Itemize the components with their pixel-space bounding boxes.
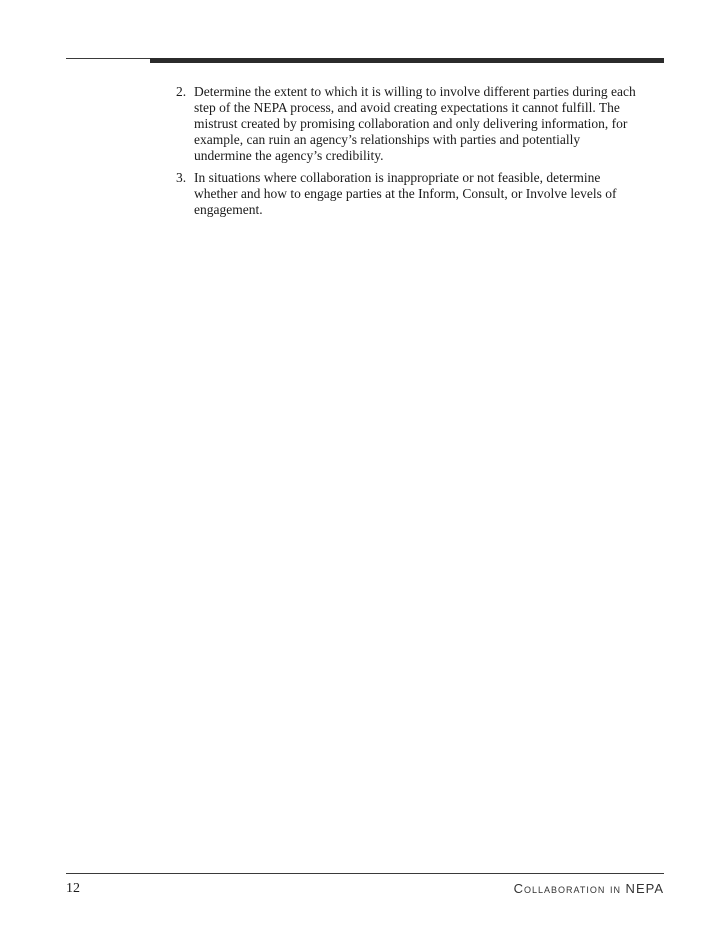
- list-item-number: 2.: [176, 84, 187, 99]
- footer-title: Collaboration in NEPA: [513, 881, 664, 896]
- list-item-number: 3.: [176, 170, 187, 185]
- header-rule-thick: [150, 58, 664, 63]
- body-content: [176, 84, 636, 224]
- list-item-text: In situations where collaboration is inappropriate or not feasible, determine whether and how to engage parties at the Inform, Consult, or Involve levels of engagement.: [194, 170, 617, 217]
- list-item: [176, 84, 636, 164]
- page-number: 12: [66, 881, 80, 896]
- footer-rule: [66, 873, 664, 874]
- list-item: [176, 170, 636, 218]
- list-item-text: Determine the extent to which it is willing to involve different parties during each step of the NEPA process, and avoid creating expectations it cannot fulfill. The mistrust created by promising collaboration and only delivering information, for example, can ruin an agency’s relationships with parties and potentially undermine the agency’s credibility.: [194, 84, 636, 163]
